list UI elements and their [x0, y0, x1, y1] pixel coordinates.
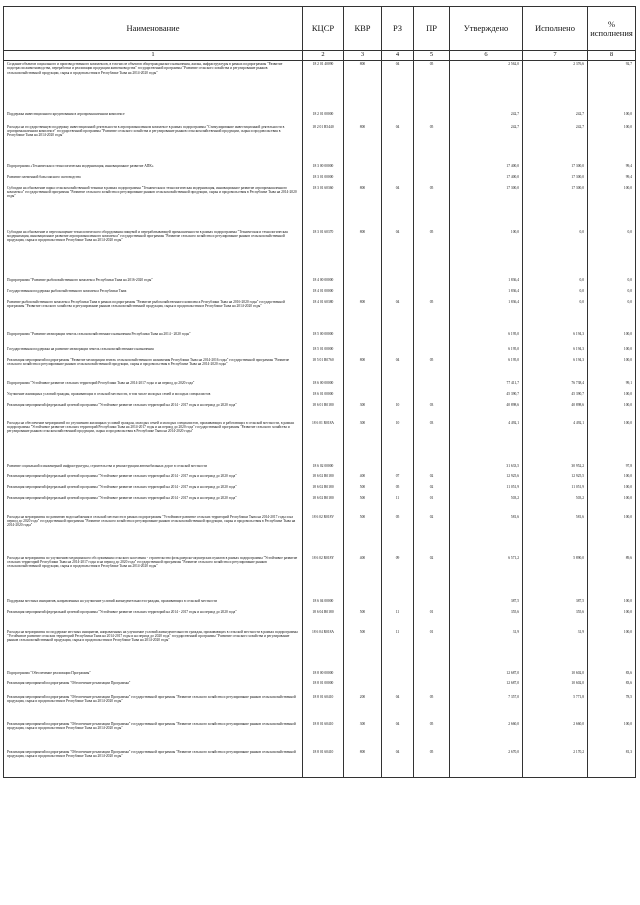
table-row	[4, 380, 636, 391]
table-row	[4, 555, 636, 598]
table-row	[4, 277, 636, 288]
row-kcsr-cell: 18 6 02 R018V	[303, 514, 344, 555]
row-approved-cell: 355,6	[450, 609, 523, 629]
row-kcsr-cell: 18 6 01 R018A	[303, 420, 344, 463]
row-kcsr-cell: 18 4 01 00000	[303, 288, 344, 299]
row-approved-cell: 4 492,1	[450, 420, 523, 463]
row-percent-cell: 0,0	[588, 299, 636, 331]
table-row	[4, 288, 636, 299]
row-kcsr-cell: 18 6 04 R0180	[303, 609, 344, 629]
col-number: 5	[414, 51, 450, 61]
row-rz-cell	[382, 346, 414, 357]
row-name-cell: Расходы на мероприятия по улучшению медицинского обслуживания сельского населения - строительство фельдшерско-акушерских пунктов в рамках подпрограммы "Устойчивое развитие сельских территорий Республики Тыва на 2014-2017 годы и на период до 2020 года" государственной программы "Развитие сельского хозяйства и регулирование рынков сельскохозяйственной продукции, сырья и продовольствия в Республике Тыва на 2014-2020 годы"	[4, 555, 303, 598]
table-row	[4, 514, 636, 555]
row-kvr-cell: 800	[344, 229, 382, 277]
row-pr-cell	[414, 331, 450, 346]
row-percent-cell: 0,0	[588, 277, 636, 288]
row-approved-cell: 17 400,0	[450, 163, 523, 174]
row-name-cell: Развитие племенной базы мясного скотоводства	[4, 174, 303, 185]
row-name-cell: Реализация мероприятий подпрограммы "Обеспечение реализации Программы" государственной программы "Развитие сельского хозяйства и регулирование рынков сельскохозяйственной продукции, сырья и продовольствия в Республике Тыва на 2014-2020 годы"	[4, 749, 303, 778]
row-executed-cell: 503,2	[523, 495, 588, 514]
row-name-cell: Расходы на обеспечение мероприятий по улучшению жилищных условий граждан, молодых семей и молодых специалистов, проживающих и работающих в сельской местности, в рамках подпрограммы "Устойчивое развитие сельских территорий Республики Тыва на 2014-2017 годы и на период до 2020 года" государственной программы "Развитие сельского хозяйства и регулирование рынков сельскохозяйственной продукции, сырья и продовольствия в Республике Тыва на 2014-2020 годы"	[4, 420, 303, 463]
row-approved-cell: 2 562,0	[450, 61, 523, 111]
row-name-cell: Государственная поддержка на развитие мелиорации земель сельскохозяйственного назначения	[4, 346, 303, 357]
row-percent-cell: 100,0	[588, 721, 636, 749]
row-name-cell: Реализация мероприятий федеральной целевой программы "Устойчивое развитие сельских территорий на 2014 - 2017 годы и на период до 2020 года"	[4, 402, 303, 420]
row-kvr-cell	[344, 598, 382, 609]
row-kcsr-cell: 18 5 01 00000	[303, 346, 344, 357]
row-kcsr-cell: 18 8 01 60410	[303, 749, 344, 778]
row-approved-cell: 31 633,5	[450, 463, 523, 473]
table-row	[4, 174, 636, 185]
table-row	[4, 391, 636, 402]
row-name-cell: Реализация мероприятий федеральной целевой программы "Устойчивое развитие сельских территорий на 2014 - 2017 годы и на период до 2020 года"	[4, 609, 303, 629]
table-row	[4, 694, 636, 721]
row-approved-cell: 1 836,4	[450, 299, 523, 331]
row-name-cell: Развитие социальной и инженерной инфраструктуры, строительства и реконструкции автомобильных дорог в сельской местности	[4, 463, 303, 473]
col-number: 7	[523, 51, 588, 61]
row-approved-cell: 387,5	[450, 598, 523, 609]
table-row	[4, 749, 636, 778]
table-row	[4, 609, 636, 629]
row-name-cell: Реализация мероприятий подпрограммы "Обеспечение реализации Программы" государственной программы "Развитие сельского хозяйства и регулирование рынков сельскохозяйственной продукции, сырья и продовольствия в Республике Тыва на 2014-2020 годы"	[4, 694, 303, 721]
row-pr-cell	[414, 111, 450, 124]
row-approved-cell: 17 400,0	[450, 174, 523, 185]
row-percent-cell: 92,7	[588, 61, 636, 111]
row-kvr-cell: 300	[344, 721, 382, 749]
row-pr-cell: 05	[414, 229, 450, 277]
row-percent-cell: 100,0	[588, 402, 636, 420]
row-kvr-cell	[344, 391, 382, 402]
row-name-cell: Подпрограмма "Развитие мелиорации земель сельскохозяйственного назначения Республики Тыва на 2014 - 2020 годы"	[4, 331, 303, 346]
col-number: 1	[4, 51, 303, 61]
row-executed-cell: 4 492,1	[523, 420, 588, 463]
row-pr-cell	[414, 680, 450, 694]
row-percent-cell: 100,0	[588, 598, 636, 609]
table-row	[4, 299, 636, 331]
row-name-cell: Реализация мероприятий федеральной целевой программы "Устойчивое развитие сельских территорий на 2014 - 2017 годы и на период до 2020 года"	[4, 495, 303, 514]
row-approved-cell: 1 836,4	[450, 288, 523, 299]
row-percent-cell: 83,6	[588, 670, 636, 680]
row-approved-cell: 7 357,0	[450, 694, 523, 721]
row-pr-cell: 05	[414, 749, 450, 778]
budget-execution-table	[3, 6, 636, 778]
row-executed-cell: 76 738,4	[523, 380, 588, 391]
row-kcsr-cell: 18 3 00 00000	[303, 163, 344, 174]
row-kcsr-cell: 18 6 02 00000	[303, 463, 344, 473]
row-kvr-cell: 400	[344, 555, 382, 598]
col-number: 6	[450, 51, 523, 61]
row-kvr-cell	[344, 346, 382, 357]
header-row	[4, 7, 636, 51]
row-pr-cell	[414, 670, 450, 680]
row-name-cell: Реализация мероприятий федеральной целевой программы "Устойчивое развитие сельских территорий на 2014 - 2017 годы и на период до 2020 года"	[4, 484, 303, 495]
row-percent-cell: 97,8	[588, 463, 636, 473]
row-name-cell: Расходы на мероприятия по поддержке местных инициатив, направленных на улучшение условий жизнедеятельности граждан, проживающих в сельской местности в рамках подпрограммы "Устойчивое развитие сельских территорий Республики Тыва на 2014-2017 годы и на период до 2020 года" государственной программы "Развитие сельского хозяйства и регулирование рынков сельскохозяйственной продукции, сырья и продовольствия в Республике Тыва на 2014-2020 годы"	[4, 629, 303, 670]
row-kcsr-cell: 18 6 04 00000	[303, 598, 344, 609]
row-executed-cell: 11 051,9	[523, 484, 588, 495]
row-name-cell: Поддержка местных инициатив, направленных на улучшение условий жизнедеятельности граждан, проживающих в сельской местности	[4, 598, 303, 609]
row-executed-cell: 581,6	[523, 514, 588, 555]
row-rz-cell: 04	[382, 299, 414, 331]
row-executed-cell: 17 300,0	[523, 185, 588, 229]
table-row	[4, 61, 636, 111]
row-kvr-cell: 500	[344, 609, 382, 629]
row-percent-cell: 81,3	[588, 749, 636, 778]
row-pr-cell	[414, 346, 450, 357]
row-executed-cell: 17 300,0	[523, 163, 588, 174]
table-row	[4, 629, 636, 670]
row-rz-cell	[382, 331, 414, 346]
row-rz-cell: 04	[382, 229, 414, 277]
table-row	[4, 473, 636, 484]
row-executed-cell: 40 898,6	[523, 402, 588, 420]
table-row	[4, 331, 636, 346]
table-row	[4, 163, 636, 174]
row-pr-cell: 02	[414, 484, 450, 495]
row-kcsr-cell: 18 8 01 00000	[303, 680, 344, 694]
row-rz-cell	[382, 680, 414, 694]
row-kvr-cell: 400	[344, 473, 382, 484]
row-name-cell: Субсидии на обновление парка сельскохозяйственной техники в рамках подпрограммы "Техническая и технологическая модернизация, инновационное развитие агропромышленного комплекса" государственной программы "Развитие сельского хозяйства и регулирование рынков сельскохозяйственной продукции, сырья и продовольствия в Республике Тыва на 2014-2020 годы"	[4, 185, 303, 229]
row-rz-cell: 05	[382, 514, 414, 555]
row-rz-cell	[382, 111, 414, 124]
row-pr-cell: 05	[414, 299, 450, 331]
row-approved-cell: 12 687,0	[450, 680, 523, 694]
row-rz-cell	[382, 288, 414, 299]
row-kcsr-cell: 18 6 02 R0180	[303, 495, 344, 514]
row-approved-cell: 17 300,0	[450, 185, 523, 229]
row-kcsr-cell: 18 8 01 60410	[303, 694, 344, 721]
row-kvr-cell	[344, 163, 382, 174]
col-number: 4	[382, 51, 414, 61]
row-kvr-cell: 300	[344, 402, 382, 420]
row-approved-cell: 31,9	[450, 629, 523, 670]
table-row	[4, 463, 636, 473]
row-rz-cell: 09	[382, 555, 414, 598]
row-rz-cell: 07	[382, 473, 414, 484]
col-header-percent: % исполнения	[588, 7, 636, 51]
row-executed-cell: 0,0	[523, 229, 588, 277]
table-row	[4, 185, 636, 229]
row-executed-cell: 6 194,3	[523, 357, 588, 380]
table-row	[4, 346, 636, 357]
row-rz-cell: 10	[382, 402, 414, 420]
row-kvr-cell	[344, 380, 382, 391]
row-rz-cell: 04	[382, 357, 414, 380]
row-kvr-cell: 800	[344, 357, 382, 380]
table-row	[4, 680, 636, 694]
row-kvr-cell	[344, 680, 382, 694]
row-pr-cell	[414, 463, 450, 473]
row-pr-cell: 05	[414, 185, 450, 229]
table-body	[4, 61, 636, 778]
col-number: 3	[344, 51, 382, 61]
row-rz-cell	[382, 598, 414, 609]
row-percent-cell: 0,0	[588, 229, 636, 277]
row-name-cell: Подпрограмма «Техническая и технологическая модернизация, инновационное развитие АПК»	[4, 163, 303, 174]
row-percent-cell: 100,0	[588, 331, 636, 346]
col-header-rz: РЗ	[382, 7, 414, 51]
row-name-cell: Субсидии на обновление и переоснащение технологического оборудования пищевой и перерабатывающей промышленности в рамках подпрограммы "Техническая и технологическая модернизация, инновационное развитие агропромышленного комплекса" государственной программы "Развитие сельского хозяйства и регулирование рынков сельскохозяйственной продукции, сырья и продовольствия в Республике Тыва на 2014-2020 годы"	[4, 229, 303, 277]
row-executed-cell: 17 300,0	[523, 174, 588, 185]
row-executed-cell: 0,0	[523, 277, 588, 288]
row-kcsr-cell: 18 3 01 60360	[303, 185, 344, 229]
row-name-cell: Расходы на мероприятия по развитию водоснабжения в сельской местности в рамках подпрограммы "Устойчивое развитие сельских территорий Республики Тыва на 2014-2017 годы и на период до 2020 года" государственной программы "Развитие сельского хозяйства и регулирование рынков сельскохозяйственной продукции, сырья и продовольствия в Республике Тыва на 2014-2020 годы"	[4, 514, 303, 555]
row-kcsr-cell: 18 6 00 00000	[303, 380, 344, 391]
row-approved-cell: 242,7	[450, 111, 523, 124]
row-approved-cell: 242,7	[450, 124, 523, 163]
row-rz-cell: 04	[382, 61, 414, 111]
row-pr-cell	[414, 163, 450, 174]
row-approved-cell: 12 687,0	[450, 670, 523, 680]
row-pr-cell	[414, 391, 450, 402]
row-executed-cell: 355,6	[523, 609, 588, 629]
row-percent-cell: 100,0	[588, 609, 636, 629]
row-pr-cell: 05	[414, 721, 450, 749]
row-pr-cell: 03	[414, 402, 450, 420]
table-row	[4, 721, 636, 749]
row-percent-cell: 100,0	[588, 629, 636, 670]
row-kcsr-cell: 18 8 00 00000	[303, 670, 344, 680]
row-rz-cell	[382, 670, 414, 680]
row-kvr-cell: 800	[344, 61, 382, 111]
row-kvr-cell: 800	[344, 299, 382, 331]
row-percent-cell: 0,0	[588, 288, 636, 299]
row-approved-cell: 2 670,0	[450, 749, 523, 778]
row-pr-cell	[414, 598, 450, 609]
row-executed-cell: 2 170,2	[523, 749, 588, 778]
row-approved-cell: 100,0	[450, 229, 523, 277]
row-percent-cell: 100,0	[588, 473, 636, 484]
col-header-kcsr: КЦСР	[303, 7, 344, 51]
row-percent-cell: 99,1	[588, 380, 636, 391]
row-pr-cell: 01	[414, 495, 450, 514]
row-name-cell: Расходы на государственную поддержку инвестиционной деятельности в агропромышленном комплексе в рамках подпрограммы "Стимулирование инвестиционной деятельности в агропромышленном комплексе" государственной программы "Развитие сельского хозяйства и регулирование рынков сельскохозяйственной продукции, сырья и продовольствия в Республике Тыва на 2014-2020 годы"	[4, 124, 303, 163]
row-pr-cell: 05	[414, 124, 450, 163]
row-executed-cell: 242,7	[523, 111, 588, 124]
table-row	[4, 111, 636, 124]
row-approved-cell: 1 836,4	[450, 277, 523, 288]
row-rz-cell: 04	[382, 185, 414, 229]
row-name-cell: Подпрограмма "Обеспечение реализации Программы"	[4, 670, 303, 680]
row-percent-cell: 99,4	[588, 174, 636, 185]
row-kvr-cell: 500	[344, 484, 382, 495]
row-approved-cell: 11 051,9	[450, 484, 523, 495]
table-row	[4, 402, 636, 420]
row-approved-cell: 2 660,0	[450, 721, 523, 749]
row-kvr-cell: 800	[344, 185, 382, 229]
row-rz-cell: 10	[382, 420, 414, 463]
row-kcsr-cell: 18 6 01 00000	[303, 391, 344, 402]
row-kvr-cell	[344, 111, 382, 124]
row-pr-cell: 02	[414, 514, 450, 555]
row-kvr-cell: 200	[344, 694, 382, 721]
row-kcsr-cell: 18 2 01 40090	[303, 61, 344, 111]
row-pr-cell	[414, 288, 450, 299]
row-kvr-cell: 500	[344, 629, 382, 670]
table-row	[4, 229, 636, 277]
row-approved-cell: 12 925,6	[450, 473, 523, 484]
row-kvr-cell	[344, 288, 382, 299]
row-kvr-cell	[344, 670, 382, 680]
col-header-pr: ПР	[414, 7, 450, 51]
table-row	[4, 124, 636, 163]
row-approved-cell: 581,6	[450, 514, 523, 555]
row-name-cell: Реализация мероприятий подпрограммы "Обеспечение реализации Программы"	[4, 680, 303, 694]
row-kcsr-cell: 18 4 00 00000	[303, 277, 344, 288]
row-executed-cell: 31,9	[523, 629, 588, 670]
row-rz-cell	[382, 277, 414, 288]
row-name-cell: Реализация мероприятий федеральной целевой программы "Устойчивое развитие сельских территорий на 2014 - 2017 годы и на период до 2020 года"	[4, 473, 303, 484]
row-executed-cell: 45 390,7	[523, 391, 588, 402]
row-kvr-cell	[344, 174, 382, 185]
row-kcsr-cell: 18 5 00 00000	[303, 331, 344, 346]
row-pr-cell: 05	[414, 694, 450, 721]
row-percent-cell: 100,0	[588, 357, 636, 380]
row-percent-cell: 100,0	[588, 111, 636, 124]
row-percent-cell: 100,0	[588, 514, 636, 555]
row-approved-cell: 6 571,2	[450, 555, 523, 598]
row-rz-cell: 11	[382, 495, 414, 514]
row-percent-cell: 100,0	[588, 495, 636, 514]
row-name-cell: Реализация мероприятий подпрограммы "Развитие мелиорации земель сельскохозяйственного назначения Республики Тыва на 2014-2016 годы" государственной программы "Развитие сельского хозяйства и регулирование рынков сельскохозяйственной продукции, сырья и продовольствия в Республике Тыва на 2014-2020 годы"	[4, 357, 303, 380]
table-row	[4, 670, 636, 680]
col-header-approved: Утверждено	[450, 7, 523, 51]
row-kcsr-cell: 18 2 01 R5440	[303, 124, 344, 163]
row-pr-cell	[414, 277, 450, 288]
row-kcsr-cell: 18 6 04 R018A	[303, 629, 344, 670]
row-approved-cell: 45 390,7	[450, 391, 523, 402]
col-header-executed: Исполнено	[523, 7, 588, 51]
row-kvr-cell	[344, 277, 382, 288]
row-pr-cell: 02	[414, 473, 450, 484]
row-rz-cell: 04	[382, 749, 414, 778]
column-number-row	[4, 51, 636, 61]
row-executed-cell: 387,5	[523, 598, 588, 609]
row-rz-cell: 11	[382, 629, 414, 670]
row-approved-cell: 6 195,0	[450, 346, 523, 357]
row-rz-cell	[382, 380, 414, 391]
col-header-name: Наименование	[4, 7, 303, 51]
row-kcsr-cell: 18 6 02 R0180	[303, 473, 344, 484]
row-rz-cell	[382, 163, 414, 174]
row-pr-cell: 01	[414, 609, 450, 629]
row-pr-cell: 03	[414, 420, 450, 463]
table-row	[4, 420, 636, 463]
col-number: 2	[303, 51, 344, 61]
row-percent-cell: 100,0	[588, 420, 636, 463]
row-rz-cell: 04	[382, 124, 414, 163]
row-name-cell: Поддержка инвестиционного кредитования в агропромышленном комплексе	[4, 111, 303, 124]
row-kvr-cell: 300	[344, 420, 382, 463]
row-kcsr-cell: 18 2 01 00000	[303, 111, 344, 124]
row-approved-cell: 40 898,6	[450, 402, 523, 420]
row-name-cell: Реализация мероприятий подпрограммы "Обеспечение реализации Программы" государственной программы "Развитие сельского хозяйства и регулирование рынков сельскохозяйственной продукции, сырья и продовольствия в Республике Тыва на 2014-2020 годы"	[4, 721, 303, 749]
row-approved-cell: 6 195,0	[450, 357, 523, 380]
row-percent-cell: 78,5	[588, 694, 636, 721]
row-kcsr-cell: 18 5 01 R0760	[303, 357, 344, 380]
row-percent-cell: 100,0	[588, 124, 636, 163]
row-executed-cell: 242,7	[523, 124, 588, 163]
row-kcsr-cell: 18 8 01 60410	[303, 721, 344, 749]
row-percent-cell: 99,4	[588, 163, 636, 174]
row-kcsr-cell: 18 4 01 60380	[303, 299, 344, 331]
row-kvr-cell	[344, 331, 382, 346]
row-name-cell: Подпрограмма "Устойчивое развитие сельских территорий Республики Тыва на 2014-2017 годы и на период до 2020 года"	[4, 380, 303, 391]
row-kcsr-cell: 18 3 01 00000	[303, 174, 344, 185]
row-rz-cell	[382, 463, 414, 473]
row-rz-cell	[382, 391, 414, 402]
row-pr-cell: 05	[414, 61, 450, 111]
row-kcsr-cell: 18 6 02 R018Y	[303, 555, 344, 598]
table-row	[4, 357, 636, 380]
row-approved-cell: 503,2	[450, 495, 523, 514]
row-percent-cell: 83,6	[588, 680, 636, 694]
row-kvr-cell: 500	[344, 514, 382, 555]
row-executed-cell: 30 952,2	[523, 463, 588, 473]
row-kvr-cell: 800	[344, 749, 382, 778]
row-executed-cell: 6 194,3	[523, 331, 588, 346]
row-rz-cell: 04	[382, 694, 414, 721]
col-header-kvr: КВР	[344, 7, 382, 51]
row-executed-cell: 5 890,0	[523, 555, 588, 598]
row-pr-cell: 01	[414, 629, 450, 670]
row-kvr-cell: 500	[344, 495, 382, 514]
row-approved-cell: 6 195,0	[450, 331, 523, 346]
row-executed-cell: 0,0	[523, 299, 588, 331]
table-row	[4, 495, 636, 514]
row-name-cell: Улучшение жилищных условий граждан, проживающих в сельской местности, в том числе молодых семей и молодых специалистов	[4, 391, 303, 402]
col-number: 8	[588, 51, 636, 61]
row-percent-cell: 100,0	[588, 346, 636, 357]
table-row	[4, 598, 636, 609]
row-kvr-cell	[344, 463, 382, 473]
row-executed-cell: 2 660,0	[523, 721, 588, 749]
row-kcsr-cell: 18 6 02 R0180	[303, 484, 344, 495]
row-name-cell: Государственная поддержка рыбохозяйственного комплекса Республики Тыва	[4, 288, 303, 299]
row-pr-cell: 05	[414, 357, 450, 380]
row-pr-cell	[414, 174, 450, 185]
row-name-cell: Подпрограмма "Развитие рыбохозяйственного комплекса Республики Тыва на 2016-2020 годы"	[4, 277, 303, 288]
row-rz-cell	[382, 174, 414, 185]
row-percent-cell: 100,0	[588, 484, 636, 495]
row-percent-cell: 100,0	[588, 185, 636, 229]
row-executed-cell: 2 376,6	[523, 61, 588, 111]
row-name-cell: Развитие рыбохозяйственного комплекса Республики Тыва в рамках подпрограммы "Развитие рыбохозяйственного комплекса Республики Тыва на 2016-2020 годы" государственной программы "Развитие сельского хозяйства и регулирование рынков сельскохозяйственной продукции, сырья и продовольствия в Республике Тыва на 2014-2020 годы"	[4, 299, 303, 331]
row-percent-cell: 89,6	[588, 555, 636, 598]
row-executed-cell: 5 771,8	[523, 694, 588, 721]
row-rz-cell: 04	[382, 721, 414, 749]
row-rz-cell: 05	[382, 484, 414, 495]
row-name-cell: Создание объектов социального и производственного комплексов, в том числе объектов общегражданского назначения, жилья, инфраструктуры в рамках подпрограммы "Развитие подотрасли животноводства, переработки и реализации продукции животноводства" государственной программы "Развитие сельского хозяйства и регулирование рынков сельскохозяйственной продукции, сырья и продовольствия в Республике Тыва на 2014-2020 годы"	[4, 61, 303, 111]
row-executed-cell: 12 925,5	[523, 473, 588, 484]
row-percent-cell: 100,0	[588, 391, 636, 402]
row-rz-cell: 11	[382, 609, 414, 629]
row-kcsr-cell: 18 3 01 60370	[303, 229, 344, 277]
row-executed-cell: 10 602,0	[523, 680, 588, 694]
table-row	[4, 484, 636, 495]
row-approved-cell: 77 411,7	[450, 380, 523, 391]
row-kcsr-cell: 18 6 01 R0180	[303, 402, 344, 420]
row-executed-cell: 10 602,0	[523, 670, 588, 680]
row-executed-cell: 0,0	[523, 288, 588, 299]
row-kvr-cell: 800	[344, 124, 382, 163]
row-pr-cell: 02	[414, 555, 450, 598]
row-pr-cell	[414, 380, 450, 391]
row-executed-cell: 6 194,3	[523, 346, 588, 357]
